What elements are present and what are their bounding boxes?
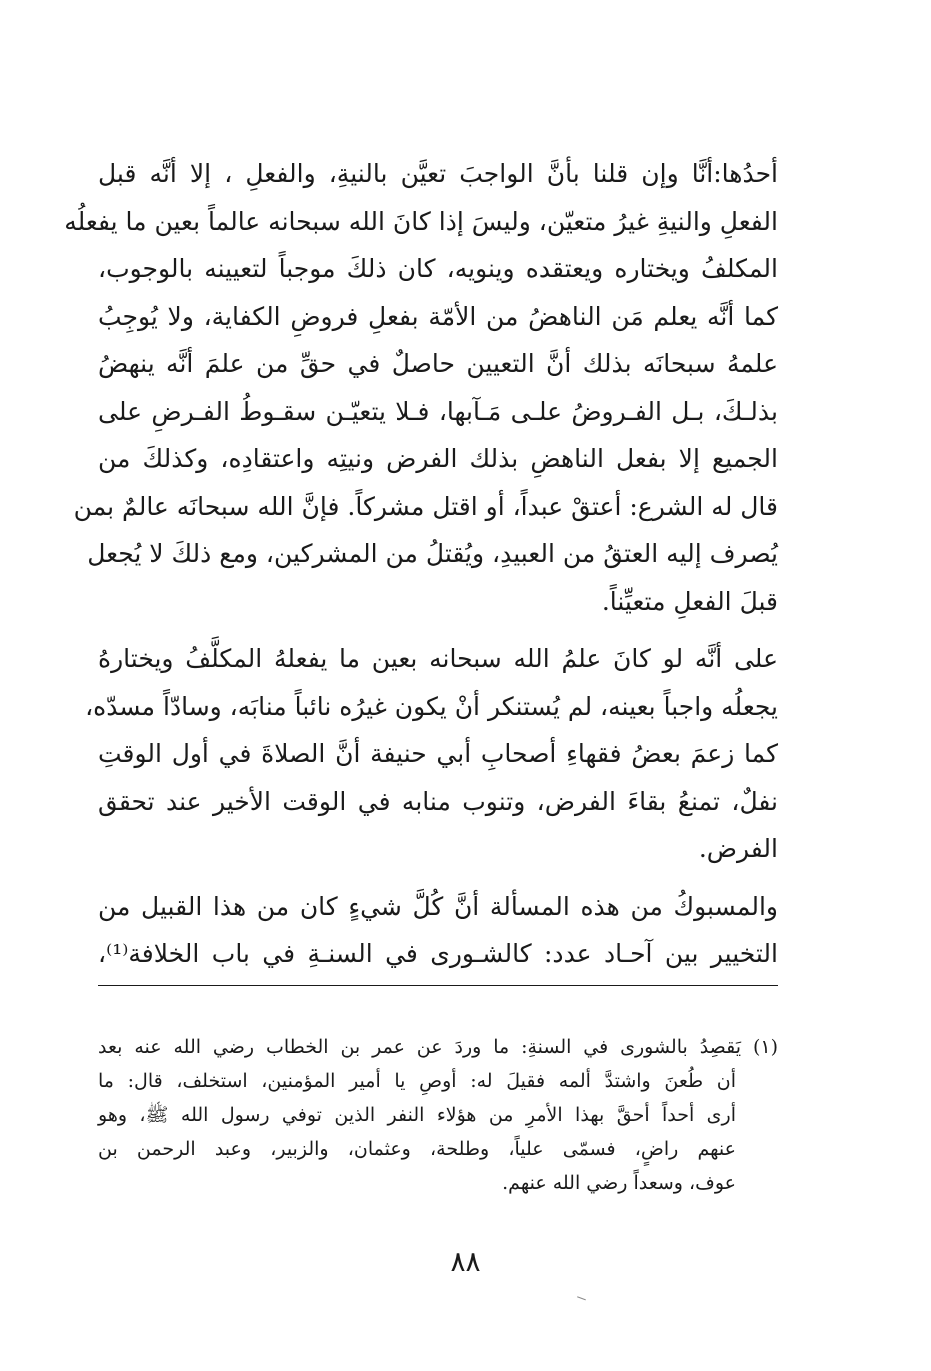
paragraph-2 xyxy=(85,635,778,873)
text-line: علمهُ سبحانَه بذلك أنَّ التعيين حاصلٌ في حقِّ من علمَ أنَّه ينهضُ xyxy=(98,349,778,378)
text-line: يجعلُه واجباً بعينه، لم يُستنكر أنْ يكون غيرُه نائباً منابَه، وسادّاً مسدّه، xyxy=(85,691,778,721)
text-line: يُصرف إليه العتقُ من العبيدِ، ويُقتلُ من المشركين، ومع ذلكَ لا يُجعل xyxy=(87,539,778,568)
text-line: أحدُها:أنَّا وإن قلنا بأنَّ الواجبَ تعيَّن بالنيةِ، والفعلِ ، إلا أنَّه قبل xyxy=(98,159,778,188)
text-line: المكلفُ ويختاره ويعتقده وينويه، كان ذلكَ موجباً لتعيينه بالوجوب، xyxy=(98,254,778,283)
footnote-line: عنهم راضٍ، فسمّى علياً، وطلحة، وعثمان، والزبير، وعبد الرحمن بن xyxy=(98,1138,736,1160)
footnote-line: أرى أحداً أحقَّ بهذا الأمرِ من هؤلاء النفر الذين توفي رسول الله ﷺ، وهو xyxy=(98,1104,736,1126)
text-line: الفعلِ والنيةِ غيرُ متعيّن، وليسَ إذا كانَ الله سبحانه عالماً بعين ما يفعلُه xyxy=(64,206,778,236)
footnote-line: أن طُعنَ واشتدَّ ألمه فقيلَ له: أوصِ يا أمير المؤمنين، استخلف، قال: ما xyxy=(98,1070,736,1092)
footnote-line: عوف، وسعداً رضي الله عنهم. xyxy=(502,1172,736,1194)
footnote-line: (١) يَقصِدُ بالشورى في السنةِ: ما وردَ عن عمر بن الخطاب رضي الله عنه بعد xyxy=(98,1036,778,1058)
text-line: الفرض. xyxy=(698,834,778,863)
page-number: ٨٨ xyxy=(450,1245,481,1278)
text-line: قبلَ الفعلِ متعيِّناً. xyxy=(601,586,778,616)
text-line: والمسبوكُ من هذه المسألة أنَّ كُلَّ شيءٍ كان من هذا القبيل من xyxy=(98,891,778,921)
footnote-divider xyxy=(98,985,778,986)
text-line: قال له الشرع: أعتقْ عبداً، أو اقتل مشركاً. فإنَّ الله سبحانَه عالمٌ بمن xyxy=(73,491,778,521)
text-line: نفلٌ، تمنعُ بقاءَ الفرض، وتنوب منابه في الوقت الأخير عند تحقق xyxy=(98,786,778,816)
footnotes-section xyxy=(98,1030,778,1200)
text-line: كما زعمَ بعضُ فقهاءِ أصحابِ أبي حنيفة أنَّ الصلاةَ في أول الوقتِ xyxy=(98,739,778,768)
text-line: بذلـكَ، بـل الفـروضُ علـى مَـآبها، فـلا يتعيّـن سقـوطُ الفـرضِ على xyxy=(98,396,778,426)
scan-speck xyxy=(577,1291,588,1301)
paragraph-3 xyxy=(98,883,778,978)
text-line: على أنَّه لو كانَ علمُ الله سبحانه بعين ما يفعلهُ المكلَّفُ ويختارهُ xyxy=(98,644,778,673)
text-line: الجميع إلا بفعل الناهضِ بذلك الفرض ونيتِه واعتقادِه، وكذلكَ من xyxy=(98,444,778,473)
paragraph-1 xyxy=(64,150,778,625)
text-line: كما أنَّه يعلم مَن الناهضُ من الأمّة بفعلِ فروضِ الكفاية، ولا يُوجِبُ xyxy=(98,301,778,331)
text-line: التخيير بين آحـاد عدد: كالشـورى في السنـةِ في باب الخلافة⁽¹⁾، xyxy=(98,939,778,968)
main-text-body xyxy=(64,150,778,988)
